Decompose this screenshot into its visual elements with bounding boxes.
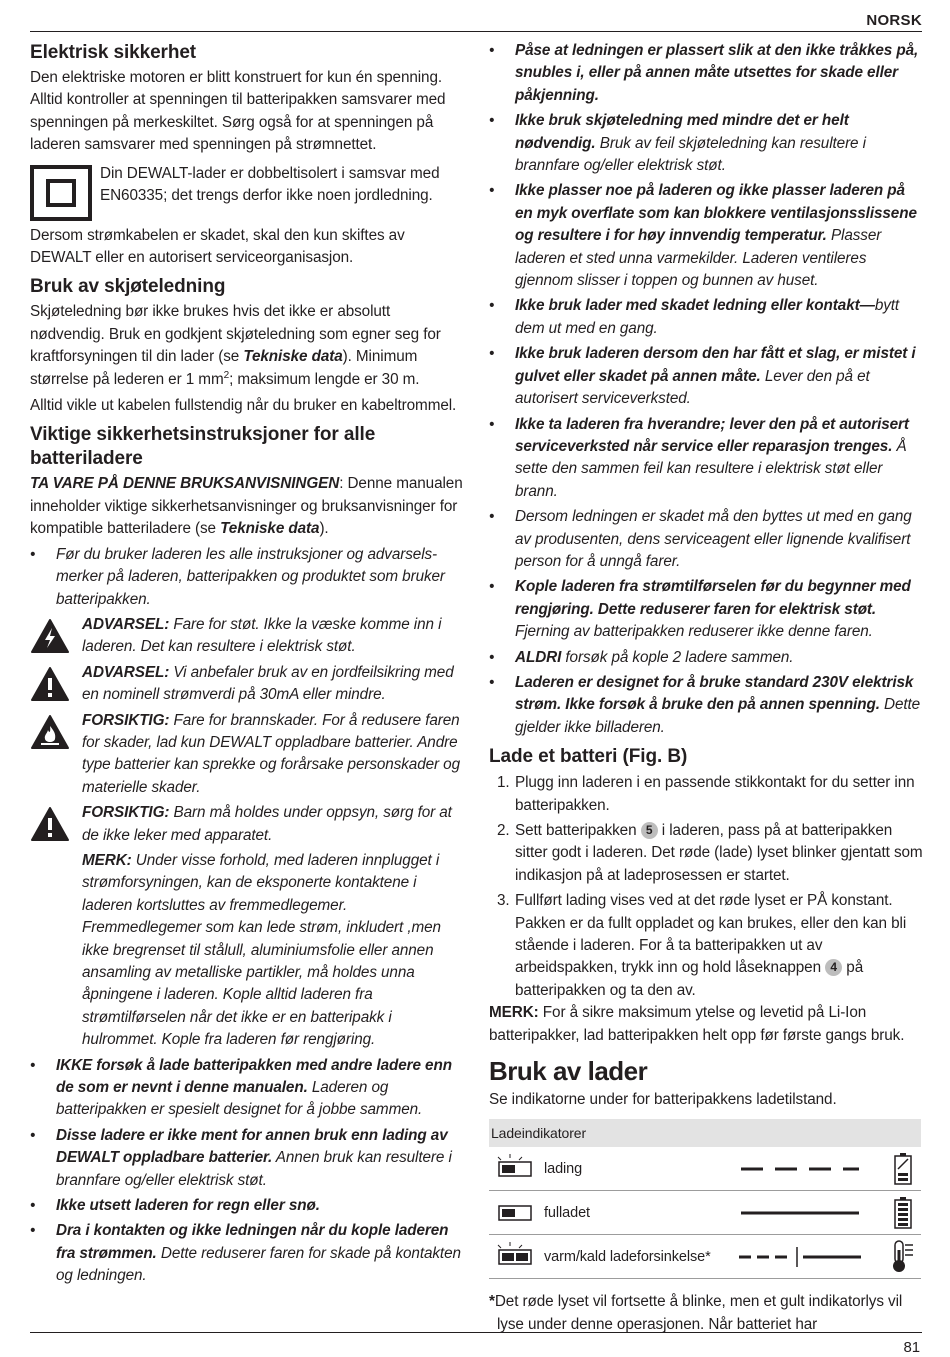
header-rule bbox=[30, 31, 922, 32]
list-item: • Ikke bruk laderen dersom den har fått et slag, er mistet i gulvet eller skadet på annen måte. Lever den på et autorisert serviceverksted. bbox=[489, 343, 925, 410]
paragraph-cord-damaged: Dersom strømkabelen er skadet, skal den kun skiftes av DEWALT eller en autorisert serviceorganisasjon. bbox=[30, 226, 405, 267]
left-column bbox=[30, 38, 466, 1288]
ref-technical-data: Tekniske data bbox=[220, 520, 320, 538]
ref-technical-data: Tekniske data bbox=[243, 348, 343, 366]
list-item: • Ikke bruk skjøteledning med mindre det er helt nødvendig. Bruk av feil skjøteledning kan resultere i brannfare og/eller elektrisk støt. bbox=[489, 110, 925, 177]
fire-warning-icon bbox=[30, 714, 70, 750]
paragraph-use-charger: Se indikatorne under for batteripakkens ladetilstand. bbox=[489, 1091, 837, 1109]
heading-safety-instructions: Viktige sikkerhetsinstruksjoner for alle batteriladere bbox=[30, 424, 376, 470]
heading-charging: Lade et batteri (Fig. B) bbox=[489, 746, 688, 768]
list-item: • Laderen er designet for å bruke standard 230V elektrisk strøm. Ikke forsøk å bruke den på annen spenning. Dette gjelder ikke billaderen. bbox=[489, 672, 925, 739]
solid-line-indicator-icon bbox=[739, 1203, 859, 1223]
list-item: • Disse ladere er ikke ment for annen bruk enn lading av DEWALT oppladbare batterier. Annen bruk kan resultere i brannfare og/eller elektrisk støt. bbox=[30, 1125, 466, 1192]
table-row bbox=[489, 1191, 921, 1235]
charger-led-two-light-icon bbox=[495, 1242, 537, 1266]
charging-steps bbox=[489, 772, 925, 1002]
table-row bbox=[489, 1147, 921, 1191]
list-item: • IKKE forsøk å lade batteripakken med andre ladere enn de som er nevnt i denne manualen. Laderen og batteripakken er spesielt designet for å jobbe sammen. bbox=[30, 1055, 466, 1122]
indicator-label-full: fulladet bbox=[544, 1205, 590, 1222]
list-item: • Påse at ledningen er plassert slik at den ikke tråkkes på, snubles i, eller på annen måte utsettes for skade eller påkjenning. bbox=[489, 40, 925, 107]
section-language-label: NORSK bbox=[866, 12, 922, 29]
warning-shock: ADVARSEL: Fare for støt. Ikke la væske komme inn i laderen. Det kan resultere i elektrisk støt. bbox=[30, 614, 466, 659]
double-insulation-icon bbox=[30, 165, 92, 221]
list-item: 3. Fullført lading vises ved at det røde lyset er PÅ konstant. Pakken er da fullt oppladet og kan brukes, eller den kan bli stående i laderen. For å ta batteripakken ut av arbeidspakken, trykk inn og hold låseknappen 4 på batteripakken og ta den av. bbox=[497, 892, 907, 999]
dash-then-solid-indicator-icon bbox=[737, 1245, 877, 1269]
right-column bbox=[489, 38, 925, 1336]
charger-led-steady-icon bbox=[495, 1198, 537, 1222]
warning-rcd: ADVARSEL: Vi anbefaler bruk av en jordfeilsikring med en nominell strømverdi på 30mA eller mindre. bbox=[30, 662, 466, 707]
callout-4: 4 bbox=[825, 959, 842, 976]
paragraph-double-insulated: Din DEWALT-lader er dobbeltisolert i samsvar med EN60335; det trengs derfor ikke noen jordledning. bbox=[100, 164, 440, 205]
list-item: • Ikke ta laderen fra hverandre; lever den på et autorisert serviceverksted når service eller reparasjon trenges. Å sette den sammen feil kan resultere i elektrisk støt eller brann. bbox=[489, 414, 925, 504]
exclamation-warning-icon bbox=[30, 666, 70, 702]
charge-indicator-table bbox=[489, 1119, 921, 1279]
list-item: • Dra i kontakten og ikke ledningen når du kople laderen fra strømmen. Dette reduserer faren for skade på kontakten og ledningen. bbox=[30, 1220, 466, 1287]
exclamation-warning-icon bbox=[30, 806, 70, 842]
list-item: • Ikke plasser noe på laderen og ikke plasser laderen på en myk overflate som kan blokkere ventilasjonsslissene og resultere i for høy innvendig temperatur. Plasser laderen et sted unna varmekilder. Laderen ventileres gjennom slisser i toppen og bunnen av huset. bbox=[489, 180, 925, 292]
thermometer-icon bbox=[891, 1240, 917, 1274]
list-item: • ALDRI forsøk på kople 2 ladere sammen. bbox=[489, 647, 925, 669]
callout-5: 5 bbox=[641, 822, 658, 839]
list-item: 2. Sett batteripakken 5 i laderen, pass på at batteripakken sitter godt i laderen. Det røde (lade) lyset blinker gjentatt som indikasjon på at ladeprosessen er startet. bbox=[497, 822, 923, 884]
charger-bullet-list bbox=[30, 1055, 466, 1288]
paragraph-extension-2: Alltid vikle ut kabelen fullstendig når du bruker en kabeltrommel. bbox=[30, 397, 457, 415]
heading-extension-cord: Bruk av skjøteledning bbox=[30, 276, 226, 298]
charger-led-blinking-icon bbox=[495, 1154, 537, 1178]
heading-electric-safety: Elektrisk sikkerhet bbox=[30, 42, 197, 63]
heading-use-charger: Bruk av lader bbox=[489, 1056, 648, 1087]
table-row bbox=[489, 1235, 921, 1279]
blinking-dash-indicator-icon bbox=[739, 1159, 859, 1179]
list-item: • Ikke bruk lader med skadet ledning eller kontakt—bytt dem ut med en gang. bbox=[489, 295, 925, 340]
safety-bullet-list bbox=[30, 544, 466, 611]
indicator-label-charging: lading bbox=[544, 1161, 583, 1178]
charger-safety-bullet-list bbox=[489, 40, 925, 739]
footer-rule bbox=[30, 1332, 922, 1333]
list-item: • Ikke utsett laderen for regn eller snø. bbox=[30, 1195, 466, 1217]
list-item: • Dersom ledningen er skadet må den byttes ut med en gang av produsenten, dens serviceagent eller lignende kvalifisert person for å unngå farer. bbox=[489, 506, 925, 573]
double-insulation-block bbox=[30, 163, 466, 221]
paragraph-electric: Den elektriske motoren er blitt konstruert for kun én spenning. Alltid kontroller at spenningen til batteripakken samsvarer med spenningen på merkeskiltet. Sørg også for at spenningen på laderen samsvarer med spenningen på strømnettet. bbox=[30, 69, 446, 154]
paragraph-save-manual: TA VARE PÅ DENNE BRUKSANVISNINGEN: Denne manualen inneholder viktige sikkerhetsanvisninger og bruksanvisninger for kompatible batteriladere (se Tekniske data). bbox=[30, 475, 463, 538]
caution-burn: FORSIKTIG: Fare for brannskader. For å redusere faren for skader, lad kun DEWALT oppladbare batterier. Andre type batterier kan sprekke og forårsake personskader og materielle skader. bbox=[30, 710, 466, 800]
note-foreign-objects: MERK: Under visse forhold, med laderen innplugget i strømforsyningen, kan de eksponerte kontaktene i laderen kortsluttes av fremmedlegemer. Fremmedlegemer som kan lede strøm, inkludert ,men ikke bregrenset til stålull, aluminiumsfolie eller annen ansamling av metalliske partikler, må holdes unna åpningene i laderen. Kople alltid laderen fra strømtilførselen når det ikke er en batteripakk i hulrommet. Kople fra laderen før rengjøring. bbox=[82, 851, 441, 1049]
paragraph-note-li-ion: MERK: For å sikre maksimum ytelse og levetid på Li-Ion batteripakker, lad batteripakken helt opp før første gangs bruk. bbox=[489, 1004, 905, 1044]
paragraph-extension-1: Skjøteledning bør ikke brukes hvis det ikke er absolutt nødvendig. Bruk en godkjent skjøteledning som egner seg for kraftforsyningen til din lader (se Tekniske data). Minimum størrelse på lederen er 1 $mm^2$; maksimum lengde er 30 m. bbox=[30, 303, 441, 388]
list-item: • Kople laderen fra strømtilførselen før du begynner med rengjøring. Dette reduserer faren for elektrisk støt. Fjerning av batteripakken reduserer ikke denne faren. bbox=[489, 576, 925, 643]
battery-charging-icon bbox=[894, 1153, 912, 1185]
list-item: • Før du bruker laderen les alle instruksjoner og advarsels-merker på laderen, batteripakken og produktet som bruker batteripakken. bbox=[30, 544, 466, 611]
footnote-indicator: *Det røde lyset vil fortsette å blinke, men et gult indikatorlys vil lyse under denne operasjonen. Når batteriet har bbox=[489, 1293, 903, 1333]
list-item: 1. Plugg inn laderen i en passende stikkontakt for du setter inn batteripakken. bbox=[497, 774, 915, 814]
table-header: Ladeindikatorer bbox=[489, 1119, 921, 1147]
battery-full-icon bbox=[894, 1197, 912, 1229]
page-number: 81 bbox=[903, 1339, 920, 1356]
electric-shock-warning-icon bbox=[30, 618, 70, 654]
caution-children: FORSIKTIG: Barn må holdes under oppsyn, sørg for at de ikke leker med apparatet. bbox=[30, 802, 466, 847]
indicator-label-hot-cold-delay: varm/kald ladeforsinkelse* bbox=[544, 1249, 711, 1266]
